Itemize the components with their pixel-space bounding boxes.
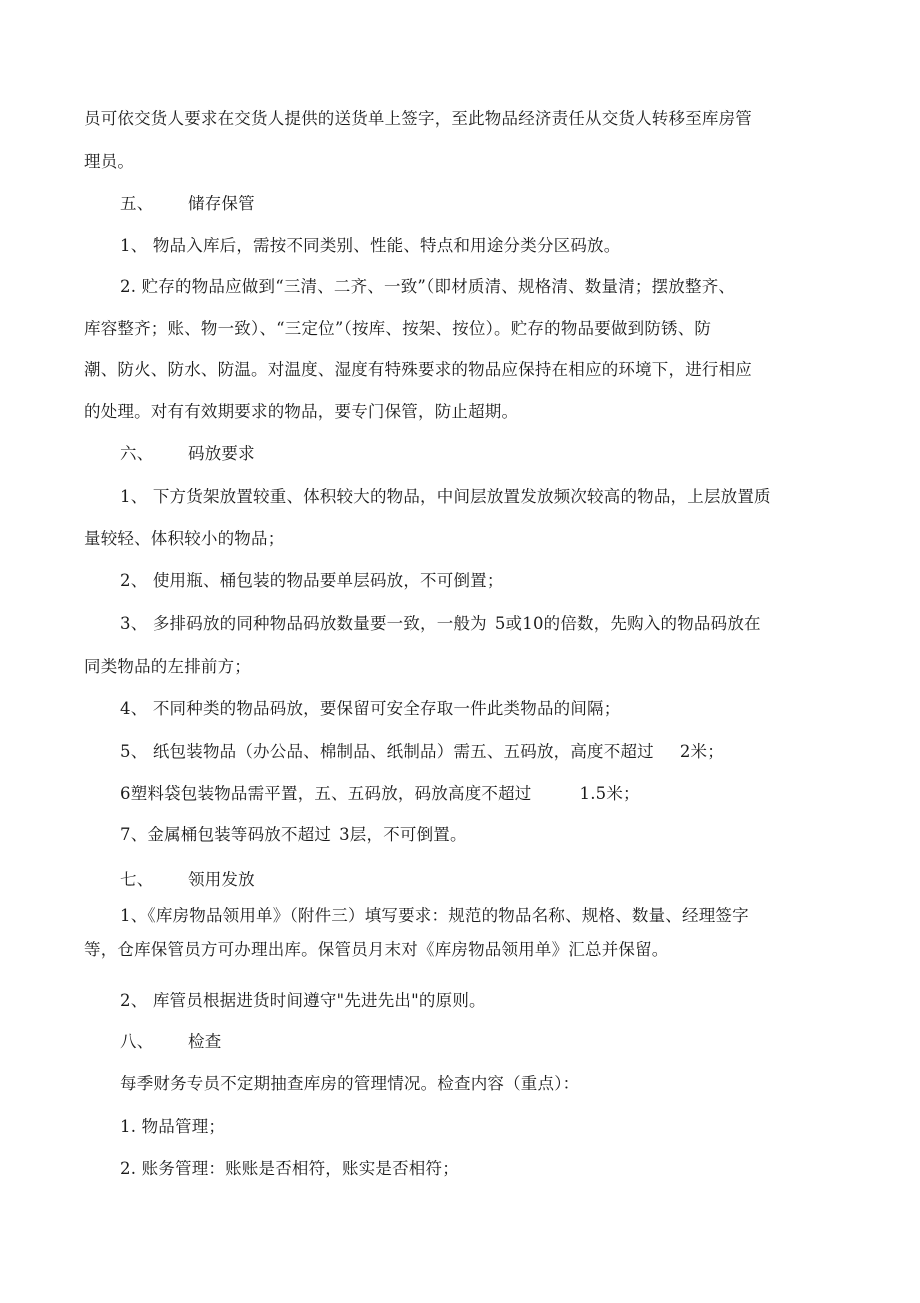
- section-heading-6: [120, 443, 800, 465]
- paragraph-line: 1、 物品入库后，需按不同类别、性能、特点和用途分类分区码放。: [120, 236, 621, 255]
- section-heading-8: [120, 1031, 800, 1053]
- section-number: 五、: [120, 194, 154, 213]
- section-number: 八、: [120, 1032, 154, 1051]
- section-number: 六、: [120, 444, 154, 463]
- text-run: 3、 多排码放的同种物品码放数量要一致，一般为: [120, 614, 487, 633]
- paragraph-line: [120, 783, 800, 805]
- paragraph-line: 每季财务专员不定期抽查库房的管理情况。检查内容（重点）：: [120, 1074, 580, 1093]
- paragraph-line: [120, 613, 800, 635]
- text-run: 6塑料袋包装物品需平置，五、五码放，码放高度不超过: [120, 784, 532, 803]
- text-run: 7、金属桶包装等码放不超过: [120, 825, 332, 844]
- paragraph-line: 1、 下方货架放置较重、体积较大的物品，中间层放置发放频次较高的物品，上层放置质: [120, 487, 771, 506]
- section-title: 检查: [188, 1032, 222, 1051]
- section-number: 七、: [120, 870, 154, 889]
- text-run: 5、 纸包装物品（办公品、棉制品、纸制品）需五、五码放，高度不超过: [120, 742, 654, 761]
- paragraph-line: 量较轻、体积较小的物品；: [84, 529, 285, 548]
- text-run: 2米；: [679, 742, 724, 761]
- paragraph-line: 员可依交货人要求在交货人提供的送货单上签字，至此物品经济责任从交货人转移至库房管: [84, 109, 752, 128]
- paragraph-line: 库容整齐；账、物一致）、“三定位”（按库、按架、按位）。贮存的物品要做到防锈、防: [84, 319, 712, 338]
- section-title: 码放要求: [188, 444, 255, 463]
- paragraph-line: 潮、防火、防水、防温。对温度、湿度有特殊要求的物品应保持在相应的环境下，进行相应: [84, 360, 752, 379]
- paragraph-line: [120, 741, 800, 763]
- paragraph-line: 的处理。对有有效期要求的物品，要专门保管，防止超期。: [84, 402, 519, 421]
- paragraph-line: 2、 使用瓶、桶包装的物品要单层码放，不可倒置；: [120, 571, 504, 590]
- paragraph-line: 理员。: [84, 152, 135, 171]
- paragraph-line: 2. 贮存的物品应做到“三清、二齐、一致”（即材质清、规格清、数量清；摆放整齐、: [120, 277, 736, 296]
- paragraph-line: 4、 不同种类的物品码放，要保留可安全存取一件此类物品的间隔；: [120, 699, 621, 718]
- section-heading-5: [120, 193, 800, 215]
- paragraph-line: 等，仓库保管员方可办理出库。保管员月末对《库房物品领用单》汇总并保留。: [84, 940, 669, 959]
- section-heading-7: [120, 869, 800, 891]
- paragraph-line: 1. 物品管理；: [120, 1117, 226, 1136]
- paragraph-line: 同类物品的左排前方；: [84, 657, 251, 676]
- text-run: 1.5米；: [579, 784, 640, 803]
- section-title: 领用发放: [188, 870, 255, 889]
- paragraph-line: 1、《库房物品领用单》（附件三）填写要求：规范的物品名称、规格、数量、经理签字: [120, 906, 749, 925]
- section-title: 储存保管: [188, 194, 255, 213]
- text-run: 3层，不可倒置。: [339, 825, 467, 844]
- text-run: 5或10的倍数，先购入的物品码放在: [494, 614, 761, 633]
- paragraph-line: 2、 库管员根据进货时间遵守"先进先出"的原则。: [120, 991, 486, 1010]
- paragraph-line: [120, 824, 800, 846]
- paragraph-line: 2. 账务管理：账账是否相符，账实是否相符；: [120, 1159, 459, 1178]
